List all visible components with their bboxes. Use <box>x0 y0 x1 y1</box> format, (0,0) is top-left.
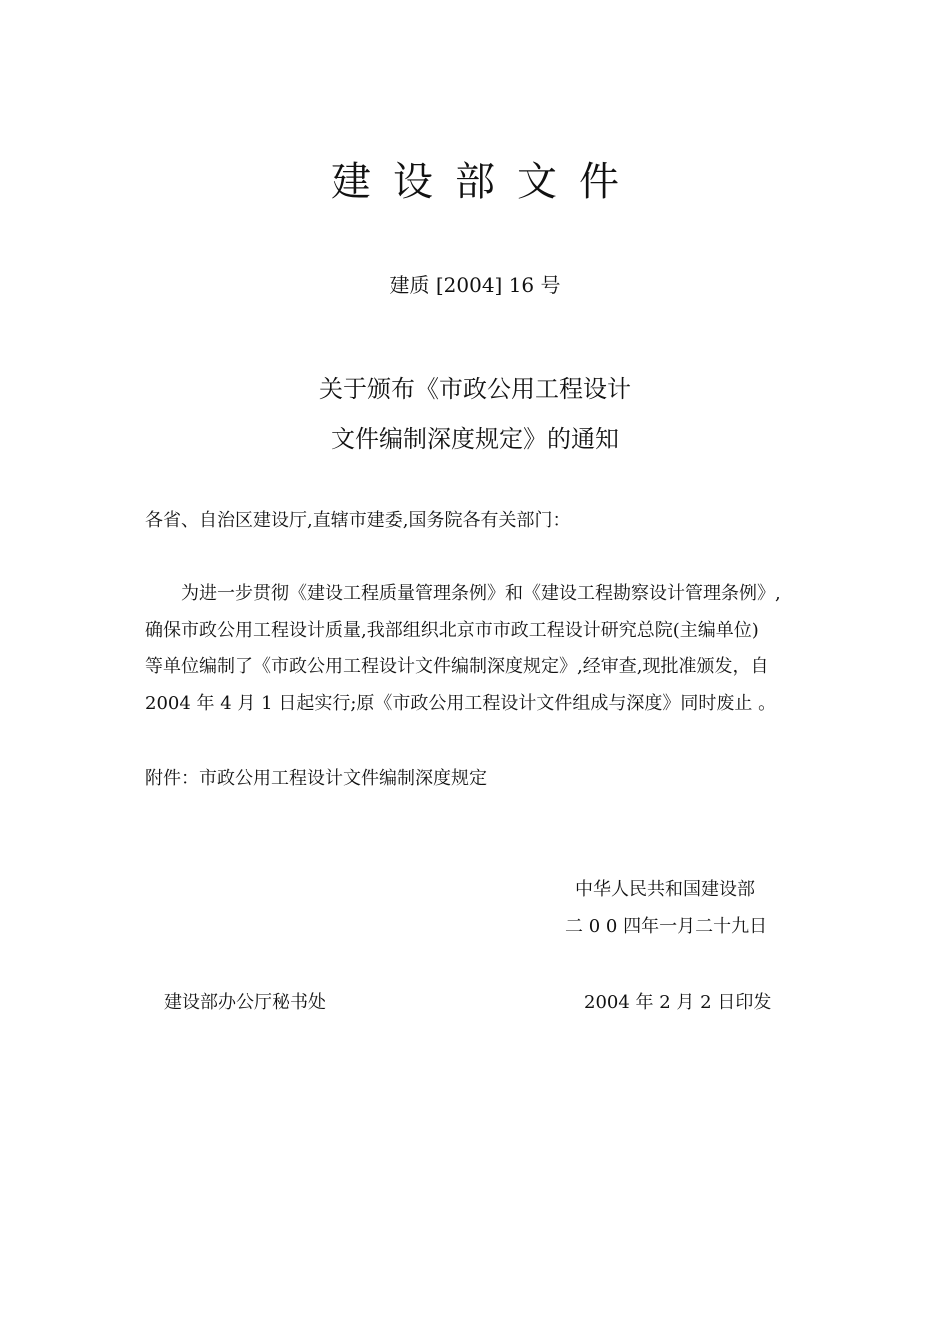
body-line-2: 确保市政公用工程设计质量,我部组织北京市市政工程设计研究总院(主编单位) <box>145 619 759 641</box>
notice-title-line-2: 文件编制深度规定》的通知 <box>331 425 619 453</box>
attachment-note: 附件：市政公用工程设计文件编制深度规定 <box>145 768 487 789</box>
notice-title-line-1: 关于颁布《市政公用工程设计 <box>319 375 631 403</box>
notice-title <box>0 364 950 464</box>
addressee: 各省、自治区建设厅,直辖市建委,国务院各有关部门： <box>145 510 571 531</box>
body-line-1: 为进一步贯彻《建设工程质量管理条例》和《建设工程勘察设计管理条例》, <box>181 583 781 604</box>
body-paragraph <box>145 576 825 722</box>
body-line-4: 2004 年 4 月 1 日起实行;原《市政公用工程设计文件组成与深度》同时废止 。 <box>145 692 777 714</box>
document-header: 建设部文件 <box>331 159 641 205</box>
issue-date: 二 0 0 四年一月二十九日 <box>565 916 768 937</box>
document-number: 建质 [2004] 16 号 <box>389 273 561 297</box>
footer-office: 建设部办公厅秘书处 <box>164 992 326 1013</box>
body-line-3: 等单位编制了《市政公用工程设计文件编制深度规定》,经审查,现批准颁发，自 <box>145 656 769 677</box>
footer-print-date: 2004 年 2 月 2 日印发 <box>584 992 772 1013</box>
issuer-name: 中华人民共和国建设部 <box>575 879 755 900</box>
